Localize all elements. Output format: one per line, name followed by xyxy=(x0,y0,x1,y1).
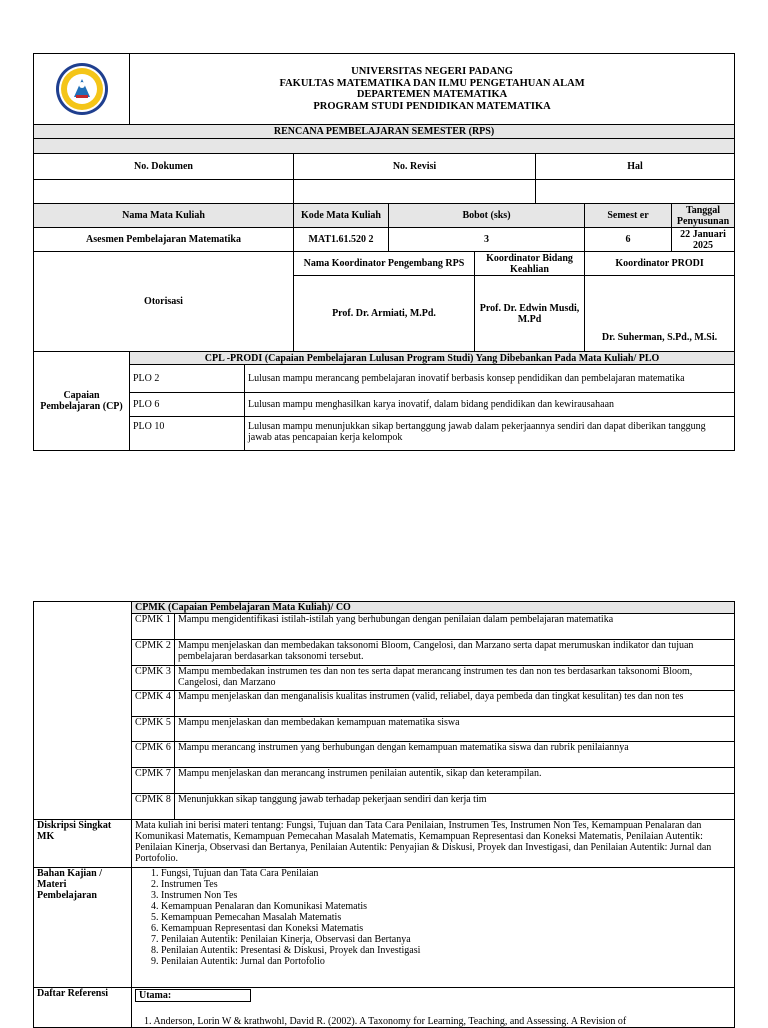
primary-references-label: Utama: xyxy=(135,989,251,1002)
institution-header xyxy=(130,54,735,125)
program-name: PROGRAM STUDI PENDIDIKAN MATEMATIKA xyxy=(313,100,551,112)
cpmk-text: Mampu mengidentifikasi istilah-istilah yang berhubungan dengan penilaian dalam pembelajaran matematika xyxy=(175,614,735,640)
materials-list-cell xyxy=(132,868,735,988)
description-label: Diskripsi Singkat MK xyxy=(34,820,132,868)
plo-text: Lulusan mampu menghasilkan karya inovatif, dalam bidang pendidikan dan kewirausahaan xyxy=(245,393,735,417)
prodi-coordinator-name: Dr. Suherman, S.Pd., M.Si. xyxy=(585,276,735,352)
field-coordinator-label: Koordinator Bidang Keahlian xyxy=(475,252,585,276)
cpl-header: CPL -PRODI (Capaian Pembelajaran Lulusan Program Studi) Yang Dibebankan Pada Mata Kuliah/ PLO xyxy=(130,352,735,365)
plo-text: Lulusan mampu menunjukkan sikap bertanggung jawab dalam pekerjaannya sendiri dan dapat diberikan tanggung jawab atas pencapaian kerja kelompok xyxy=(245,417,735,451)
cpmk-code: CPMK 8 xyxy=(132,794,175,820)
cpmk-text: Mampu merancang instrumen yang berhubungan dengan kemampuan matematika siswa dan rubrik penilaiannya xyxy=(175,742,735,768)
rps-coordinator-label: Nama Koordinator Pengembang RPS xyxy=(294,252,475,276)
cpmk-code: CPMK 3 xyxy=(132,666,175,691)
list-item: 9. Penilaian Autentik: Jurnal dan Portofolio xyxy=(161,956,731,967)
plo-code: PLO 2 xyxy=(130,365,245,393)
list-item: 6. Kemampuan Representasi dan Koneksi Matematis xyxy=(161,923,731,934)
spacer-row xyxy=(34,139,735,154)
materials-list xyxy=(135,868,731,967)
list-item: 8. Penilaian Autentik: Presentasi & Diskusi, Proyek dan Investigasi xyxy=(161,945,731,956)
unp-logo-icon xyxy=(54,61,110,117)
no-revisi-label: No. Revisi xyxy=(294,154,536,180)
no-revisi-value xyxy=(294,180,536,204)
no-dokumen-value xyxy=(34,180,294,204)
list-item: 7. Penilaian Autentik: Penilaian Kinerja, Observasi dan Bertanya xyxy=(161,934,731,945)
university-name: UNIVERSITAS NEGERI PADANG xyxy=(351,66,513,77)
hal-label: Hal xyxy=(536,154,735,180)
list-item: 4. Kemampuan Penalaran dan Komunikasi Matematis xyxy=(161,901,731,912)
cpmk-text: Mampu menjelaskan dan membedakan taksonomi Bloom, Cangelosi, dan Marzano serta dapat merumuskan indikator dan tujuan pembelajaran berdasarkan taksonomi tersebut. xyxy=(175,640,735,666)
credits-value: 3 xyxy=(389,228,585,252)
department-name: DEPARTEMEN MATEMATIKA xyxy=(356,89,508,100)
course-name: Asesmen Pembelajaran Matematika xyxy=(34,228,294,252)
date-label: Tanggal Penyusunan xyxy=(672,204,735,228)
plo-code: PLO 10 xyxy=(130,417,245,451)
cpmk-text: Menunjukkan sikap tanggung jawab terhadap pekerjaan sendiri dan kerja tim xyxy=(175,794,735,820)
references-label: Daftar Referensi xyxy=(34,988,132,1028)
field-coordinator-name: Prof. Dr. Edwin Musdi, M.Pd xyxy=(475,276,585,352)
semester-label: Semest er xyxy=(585,204,672,228)
list-item: 2. Instrumen Tes xyxy=(161,879,731,890)
cpmk-text: Mampu membedakan instrumen tes dan non tes serta dapat merancang instrumen tes dan non tes berdasarkan taksonomi Bloom, Cangelosi, dan Marzano xyxy=(175,666,735,691)
list-item: 1. Fungsi, Tujuan dan Tata Cara Penilaian xyxy=(161,868,731,879)
authorization-label: Otorisasi xyxy=(34,252,294,352)
cpmk-code: CPMK 7 xyxy=(132,768,175,794)
rps-coordinator-name: Prof. Dr. Armiati, M.Pd. xyxy=(294,276,475,352)
cpmk-text: Mampu menjelaskan dan membedakan kemampuan matematika siswa xyxy=(175,717,735,742)
plo-code: PLO 6 xyxy=(130,393,245,417)
cpmk-code: CPMK 4 xyxy=(132,691,175,717)
cp-label: Capaian Pembelajaran (CP) xyxy=(34,352,130,451)
prodi-coordinator-label: Koordinator PRODI xyxy=(585,252,735,276)
course-name-label: Nama Mata Kuliah xyxy=(34,204,294,228)
document-title: RENCANA PEMBELAJARAN SEMESTER (RPS) xyxy=(34,125,735,139)
cpmk-code: CPMK 1 xyxy=(132,614,175,640)
plo-text: Lulusan mampu merancang pembelajaran inovatif berbasis konsep pendidikan dan pembelajaran matematika xyxy=(245,365,735,393)
date-value: 22 Januari 2025 xyxy=(672,228,735,252)
list-item: 3. Instrumen Non Tes xyxy=(161,890,731,901)
cpmk-side-cell xyxy=(34,602,132,820)
list-item: 5. Kemampuan Pemecahan Masalah Matematis xyxy=(161,912,731,923)
course-code: MAT1.61.520 2 xyxy=(294,228,389,252)
cpmk-code: CPMK 5 xyxy=(132,717,175,742)
faculty-name: FAKULTAS MATEMATIKA DAN ILMU PENGETAHUAN ALAM xyxy=(279,77,585,89)
materials-label: Bahan Kajian / Materi Pembelajaran xyxy=(34,868,132,988)
description-text: Mata kuliah ini berisi materi tentang: Fungsi, Tujuan dan Tata Cara Penilaian, Instrumen Tes, Instrumen Non Tes, Kemampuan Penalaran dan Komunikasi Matematis, Kemampuan Pemecahan Masalah Matematis, Kemampuan Representasi dan Koneksi Matematis, Penilaian Autentik: Penilaian Kinerja, Observasi dan Bertanya, Penilaian Autentik: Penyajian & Diskusi, Proyek dan Investigasi, dan Penilaian Autentik: Jurnal dan Portofolio. xyxy=(132,820,735,868)
credits-label: Bobot (sks) xyxy=(389,204,585,228)
cpmk-code: CPMK 2 xyxy=(132,640,175,666)
no-dokumen-label: No. Dokumen xyxy=(34,154,294,180)
rps-content-table xyxy=(33,601,735,1028)
semester-value: 6 xyxy=(585,228,672,252)
university-logo-cell xyxy=(34,54,130,125)
cpmk-header: CPMK (Capaian Pembelajaran Mata Kuliah)/ CO xyxy=(132,602,735,614)
cpmk-code: CPMK 6 xyxy=(132,742,175,768)
reference-entry: 1. Anderson, Lorin W & krathwohl, David R. (2002). A Taxonomy for Learning, Teaching, and Assessing. A Revision of xyxy=(144,1016,627,1027)
cpmk-text: Mampu menjelaskan dan menganalisis kualitas instrumen (valid, reliabel, daya pembeda dan tingkat kesulitan) tes dan non tes xyxy=(175,691,735,717)
course-code-label: Kode Mata Kuliah xyxy=(294,204,389,228)
rps-header-table xyxy=(33,53,735,451)
hal-value xyxy=(536,180,735,204)
cpmk-text: Mampu menjelaskan dan merancang instrumen penilaian autentik, sikap dan keterampilan. xyxy=(175,768,735,794)
